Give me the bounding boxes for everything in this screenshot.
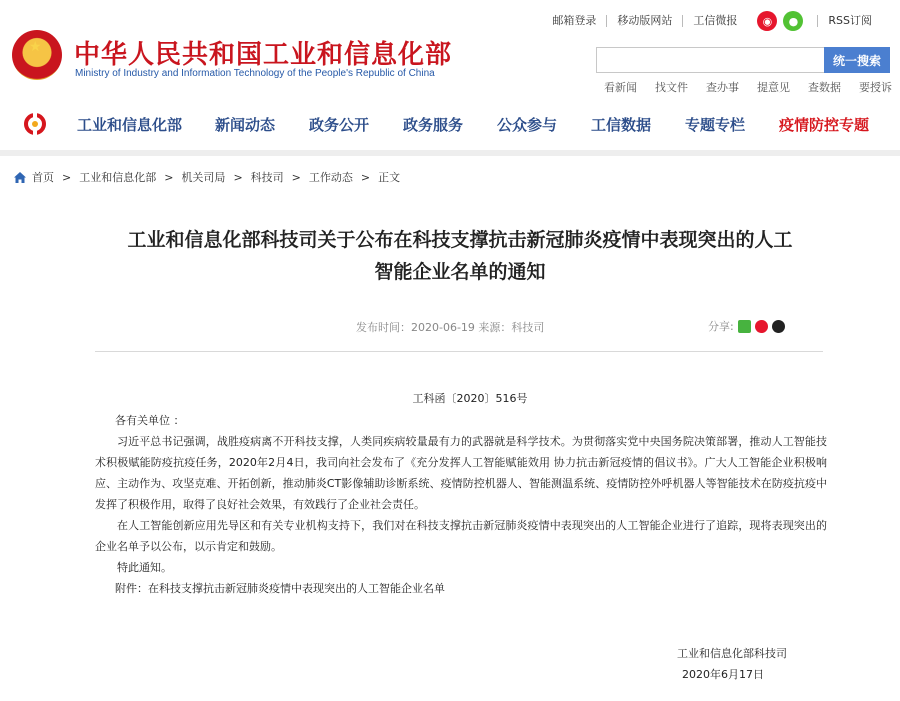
signature-org: 工业和信息化部科技司: [677, 647, 787, 660]
quick-link-news[interactable]: 看新闻: [604, 81, 637, 94]
nav-item-news[interactable]: 新闻动态: [215, 116, 276, 134]
article-title-line1: 工业和信息化部科技司关于公布在科技支撑抗击新冠肺炎疫情中表现突出的人工: [127, 229, 793, 251]
rss-link[interactable]: RSS订阅: [817, 15, 882, 27]
nav-item-ministry[interactable]: 工业和信息化部: [77, 116, 183, 134]
site-subtitle-en: Ministry of Industry and Information Technology of the People's Republic of China: [75, 68, 435, 79]
breadcrumb-home[interactable]: 首页: [32, 171, 54, 184]
nav-item-epidemic[interactable]: 疫情防控专题: [779, 116, 870, 134]
breadcrumb-separator: >: [164, 170, 174, 184]
article-meta: 发布时间：2020-06-19 来源：科技司: [356, 321, 545, 334]
article-title-line2: 智能企业名单的通知: [374, 261, 546, 283]
quick-links: [604, 79, 900, 95]
weibo-link[interactable]: 工信微报: [682, 15, 747, 27]
greeting: 各有关单位 ：: [115, 414, 185, 427]
paragraph-2: 在人工智能创新应用先导区和有关专业机构支持下，我们对在科技支撑抗击新冠肺炎疫情中表现突出的人工智能企业进行了追踪，现将表现突出的企业名单予以公布，以示肯定和鼓励。: [95, 519, 827, 553]
article-title: [100, 224, 820, 288]
search-input[interactable]: [596, 47, 824, 73]
breadcrumb-ministry[interactable]: 工业和信息化部: [79, 171, 157, 184]
top-links: [542, 11, 882, 31]
quick-link-data[interactable]: 查数据: [808, 81, 841, 94]
title-divider: [95, 351, 823, 352]
email-login-link[interactable]: 邮箱登录: [552, 14, 597, 27]
home-icon: [14, 172, 26, 183]
breadcrumb-tech-dept[interactable]: 科技司: [250, 171, 284, 184]
breadcrumb-separator: >: [233, 170, 243, 184]
paragraph-3: 特此通知。: [117, 561, 172, 574]
site-title[interactable]: 中华人民共和国工业和信息化部: [74, 40, 453, 70]
nav-item-gov-affairs[interactable]: 政务公开: [309, 116, 370, 134]
breadcrumb-separator: >: [62, 170, 72, 184]
quick-link-files[interactable]: 找文件: [655, 81, 688, 94]
mobile-site-link[interactable]: 移动版网站: [606, 15, 682, 27]
nav-divider: [0, 150, 900, 156]
quick-link-feedback[interactable]: 提意见: [757, 81, 790, 94]
breadcrumb-departments[interactable]: 机关司局: [181, 171, 226, 184]
wechat-icon[interactable]: ●: [783, 11, 803, 31]
breadcrumb-work-news[interactable]: 工作动态: [308, 171, 353, 184]
search-button[interactable]: 统一搜索: [824, 47, 890, 73]
quick-link-services[interactable]: 查办事: [706, 81, 739, 94]
social-icons: [747, 11, 817, 31]
national-emblem-logo: [12, 30, 62, 80]
breadcrumb: [14, 169, 400, 185]
share-bar: [708, 318, 785, 334]
miit-logo-icon: [22, 113, 48, 135]
main-nav: [0, 104, 900, 144]
breadcrumb-current: 正文: [378, 171, 401, 184]
document-number: 工科函〔2020〕516号: [412, 392, 528, 405]
article-body: [95, 410, 827, 599]
attachment-link[interactable]: 附件：在科技支撑抗击新冠肺炎疫情中表现突出的人工智能企业名单: [115, 582, 445, 595]
share-weibo-icon[interactable]: [755, 320, 768, 333]
share-wechat-icon[interactable]: [738, 320, 751, 333]
signature-date: 2020年6月17日: [682, 668, 764, 681]
breadcrumb-separator: >: [291, 170, 301, 184]
share-qq-icon[interactable]: [772, 320, 785, 333]
nav-item-data[interactable]: 工信数据: [591, 116, 652, 134]
paragraph-1: 习近平总书记强调，战胜疫病离不开科技支撑，人类同疾病较量最有力的武器就是科学技术。为贯彻落实党中央国务院决策部署，推动人工智能技术积极赋能防疫抗疫任务，2020年2月4日，我司向社会发布了《充分发挥人工智能赋能效用 协力抗击新冠疫情的倡议书》。广大人工智能企业积极响应、主动作为、攻坚克难、开拓创新，推动肺炎CT影像辅助诊断系统、疫情防控机器人、智能测温系统、疫情防控外呼机器人等智能技术在防疫抗疫中发挥了积极作用，取得了良好社会效果，有效践行了企业社会责任。: [95, 435, 827, 511]
quick-link-complaint[interactable]: 要授诉: [859, 81, 892, 94]
nav-item-topics[interactable]: 专题专栏: [685, 116, 746, 134]
nav-item-services[interactable]: 政务服务: [403, 116, 464, 134]
weibo-icon[interactable]: ◉: [757, 11, 777, 31]
nav-item-public[interactable]: 公众参与: [497, 116, 558, 134]
share-label: 分享:: [708, 320, 734, 333]
breadcrumb-separator: >: [360, 170, 371, 184]
